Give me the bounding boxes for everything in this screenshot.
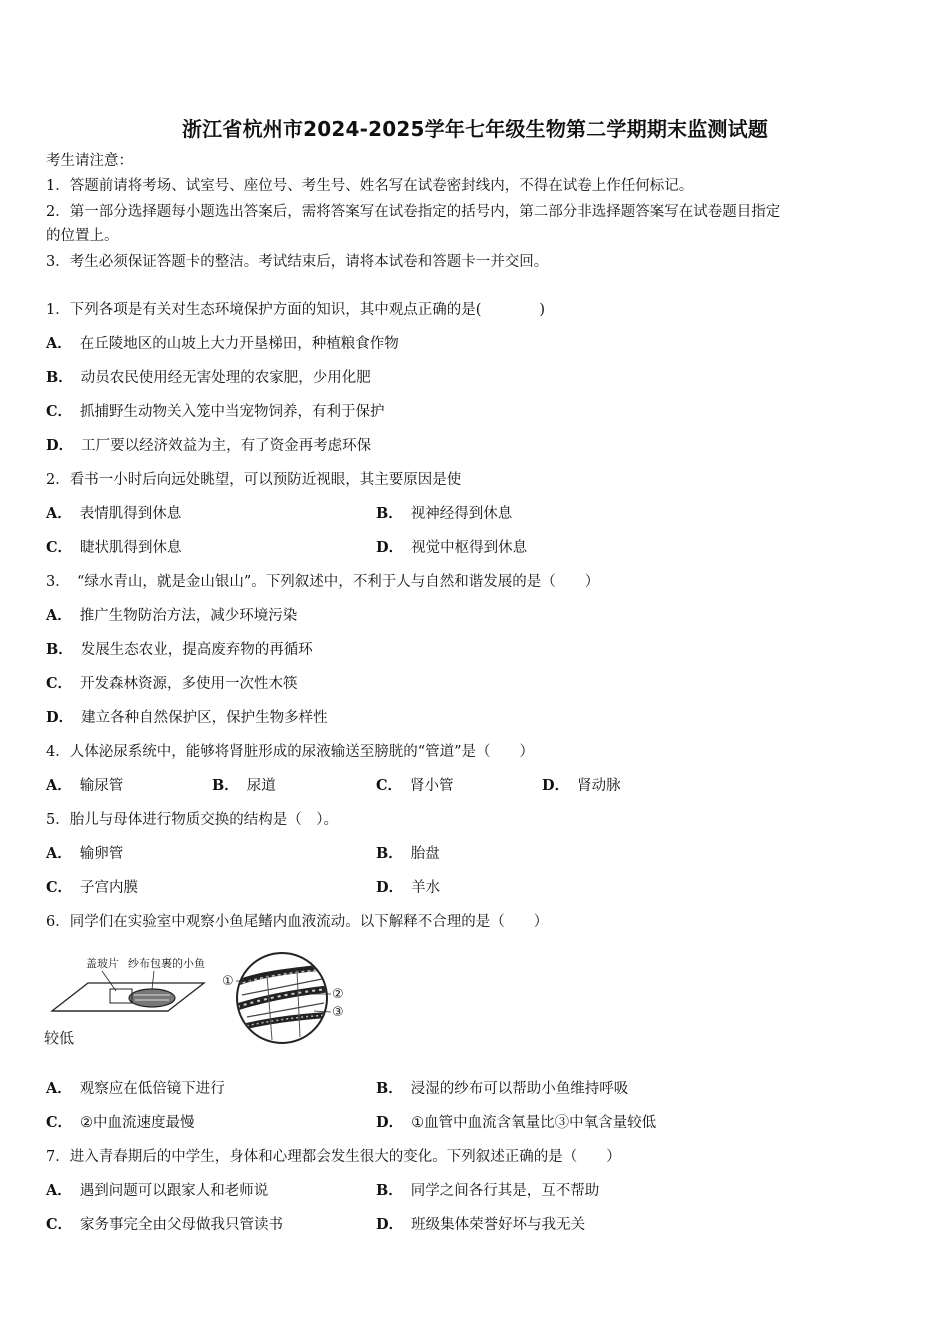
cover-slip-icon <box>110 989 132 1003</box>
option-c[interactable]: C． ②中血流速度最慢 <box>46 1114 195 1131</box>
question-stem: 6．同学们在实验室中观察小鱼尾鳍内血液流动。以下解释不合理的是（ ） <box>46 914 549 930</box>
option-c[interactable]: C． 子宫内膜 <box>46 879 139 896</box>
option-b[interactable]: B． 尿道 <box>212 777 276 794</box>
question-stem: 5．胎儿与母体进行物质交换的结构是（ ）。 <box>46 812 338 828</box>
option-c[interactable]: C． 家务事完全由父母做我只管读书 <box>46 1216 284 1233</box>
label-wrapped-fish: 纱布包裹的小鱼 <box>128 957 205 970</box>
label-cover-slip: 盖玻片 <box>86 957 119 970</box>
notice-item: 1．答题前请将考场、试室号、座位号、考生号、姓名写在试卷密封线内，不得在试卷上作任何标记。 <box>46 178 694 194</box>
option-a[interactable]: A． 输卵管 <box>46 845 124 862</box>
marker-1: ① <box>222 974 234 989</box>
notice-item: 3．考生必须保证答题卡的整洁。考试结束后，请将本试卷和答题卡一并交回。 <box>46 254 549 270</box>
option-b[interactable]: B． 发展生态农业，提高废弃物的再循环 <box>46 641 313 658</box>
option-c[interactable]: C． 睫状肌得到休息 <box>46 539 182 556</box>
option-a[interactable]: A． 遇到问题可以跟家人和老师说 <box>46 1182 269 1199</box>
option-d[interactable]: D． 工厂要以经济效益为主，有了资金再考虑环保 <box>46 437 372 454</box>
question-stem: 4．人体泌尿系统中，能够将肾脏形成的尿液输送至膀胱的“管道”是（ ） <box>46 744 535 760</box>
option-d[interactable]: D． 视觉中枢得到休息 <box>376 539 528 556</box>
page-title: 浙江省杭州市2024-2025学年七年级生物第二学期期末监测试题 <box>181 117 769 141</box>
option-b[interactable]: B． 胎盘 <box>376 845 440 862</box>
option-a[interactable]: A． 推广生物防治方法，减少环境污染 <box>46 607 298 624</box>
option-d[interactable]: D． ①血管中血流含氧量比③中氧含量较低 <box>376 1114 657 1131</box>
marker-2: ② <box>332 987 344 1002</box>
question-stem: 2．看书一小时后向远处眺望，可以预防近视眼，其主要原因是使 <box>46 472 462 488</box>
question-stem: 1．下列各项是有关对生态环境保护方面的知识，其中观点正确的是( ) <box>46 302 546 318</box>
option-c[interactable]: C． 抓捕野生动物关入笼中当宠物饲养，有利于保护 <box>46 403 385 420</box>
question-stem: 3． “绿水青山，就是金山银山”。下列叙述中，不利于人与自然和谐发展的是（ ） <box>46 574 600 590</box>
option-d[interactable]: D． 肾动脉 <box>542 777 621 794</box>
notice-heading: 考生请注意： <box>46 153 133 169</box>
option-b[interactable]: B． 同学之间各行其是，互不帮助 <box>376 1182 600 1199</box>
option-b[interactable]: B． 动员农民使用经无害处理的农家肥，少用化肥 <box>46 369 371 386</box>
glass-slide-icon <box>52 983 204 1011</box>
notice-item: 2．第一部分选择题每小题选出答案后，需将答案写在试卷指定的括号内，第二部分非选择题答案写在试卷题目指定 <box>46 204 781 220</box>
option-d[interactable]: D． 建立各种自然保护区，保护生物多样性 <box>46 709 328 726</box>
marker-3: ③ <box>332 1005 344 1020</box>
option-a[interactable]: A． 观察应在低倍镜下进行 <box>46 1080 225 1097</box>
option-d[interactable]: D． 班级集体荣誉好坏与我无关 <box>376 1216 586 1233</box>
option-b[interactable]: B． 视神经得到休息 <box>376 505 513 522</box>
option-a[interactable]: A． 输尿管 <box>46 777 124 794</box>
option-a[interactable]: A． 在丘陵地区的山坡上大力开垦梯田，种植粮食作物 <box>46 335 399 352</box>
notice-item: 的位置上。 <box>46 228 119 244</box>
question-stem: 7．进入青春期后的中学生，身体和心理都会发生很大的变化。下列叙述正确的是（ ） <box>46 1149 621 1165</box>
option-c[interactable]: C． 肾小管 <box>376 777 454 794</box>
fish-tail-figure <box>42 945 372 1055</box>
label-low: 较低 <box>44 1029 75 1047</box>
option-b[interactable]: B． 浸湿的纱布可以帮助小鱼维持呼吸 <box>376 1080 629 1097</box>
option-c[interactable]: C． 开发森林资源，多使用一次性木筷 <box>46 675 298 692</box>
option-d[interactable]: D． 羊水 <box>376 879 441 896</box>
wrapped-fish-icon <box>129 989 175 1007</box>
option-a[interactable]: A． 表情肌得到休息 <box>46 505 182 522</box>
